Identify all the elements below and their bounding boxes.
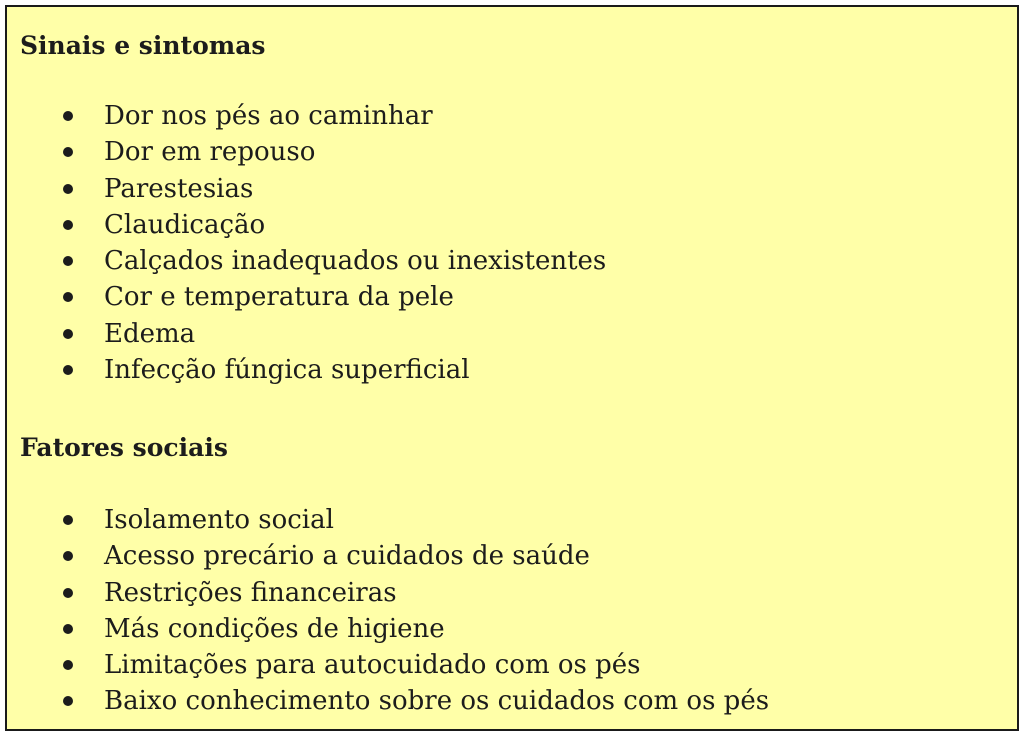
list-item-text: Acesso precário a cuidados de saúde (104, 541, 590, 572)
list-item (7, 207, 1007, 243)
list-item (7, 538, 1007, 574)
list-item-text: Parestesias (104, 173, 254, 204)
bullet-icon (63, 515, 73, 525)
list-item-text: Infecção fúngica superficial (104, 355, 470, 386)
list-item (7, 352, 1007, 388)
signs-symptoms-list (7, 98, 1007, 388)
info-box (5, 5, 1019, 731)
section-heading-social-factors: Fatores sociais (20, 433, 228, 462)
list-item-text: Cor e temperatura da pele (104, 282, 454, 313)
list-item-text: Calçados inadequados ou inexistentes (104, 246, 607, 277)
section-heading-signs-symptoms: Sinais e sintomas (20, 31, 266, 60)
social-factors-list (7, 502, 1007, 720)
list-item (7, 243, 1007, 279)
bullet-icon (63, 184, 73, 194)
bullet-icon (63, 220, 73, 230)
bullet-icon (63, 551, 73, 561)
bullet-icon (63, 588, 73, 598)
list-item-text: Dor nos pés ao caminhar (104, 101, 433, 131)
list-item-text: Más condições de higiene (104, 613, 445, 644)
bullet-icon (63, 147, 73, 157)
list-item-text: Claudicação (104, 209, 266, 240)
list-item (7, 683, 1007, 719)
bullet-icon (63, 696, 73, 706)
list-item (7, 647, 1007, 683)
list-item (7, 316, 1007, 352)
bullet-icon (63, 111, 73, 121)
bullet-icon (63, 256, 73, 266)
bullet-icon (63, 365, 73, 375)
list-item (7, 502, 1007, 538)
list-item (7, 575, 1007, 611)
bullet-icon (63, 660, 73, 670)
bullet-icon (63, 624, 73, 634)
list-item (7, 134, 1007, 170)
list-item-text: Baixo conhecimento sobre os cuidados com os pés (104, 686, 770, 717)
bullet-icon (63, 292, 73, 302)
list-item-text: Edema (104, 318, 196, 349)
list-item-text: Restrições financeiras (104, 577, 397, 608)
list-item (7, 98, 1007, 134)
list-item-text: Dor em repouso (104, 137, 316, 168)
bullet-icon (63, 329, 73, 339)
list-item (7, 279, 1007, 315)
list-item (7, 611, 1007, 647)
list-item-text: Limitações para autocuidado com os pés (104, 650, 641, 681)
list-item-text: Isolamento social (104, 505, 334, 535)
list-item (7, 171, 1007, 207)
